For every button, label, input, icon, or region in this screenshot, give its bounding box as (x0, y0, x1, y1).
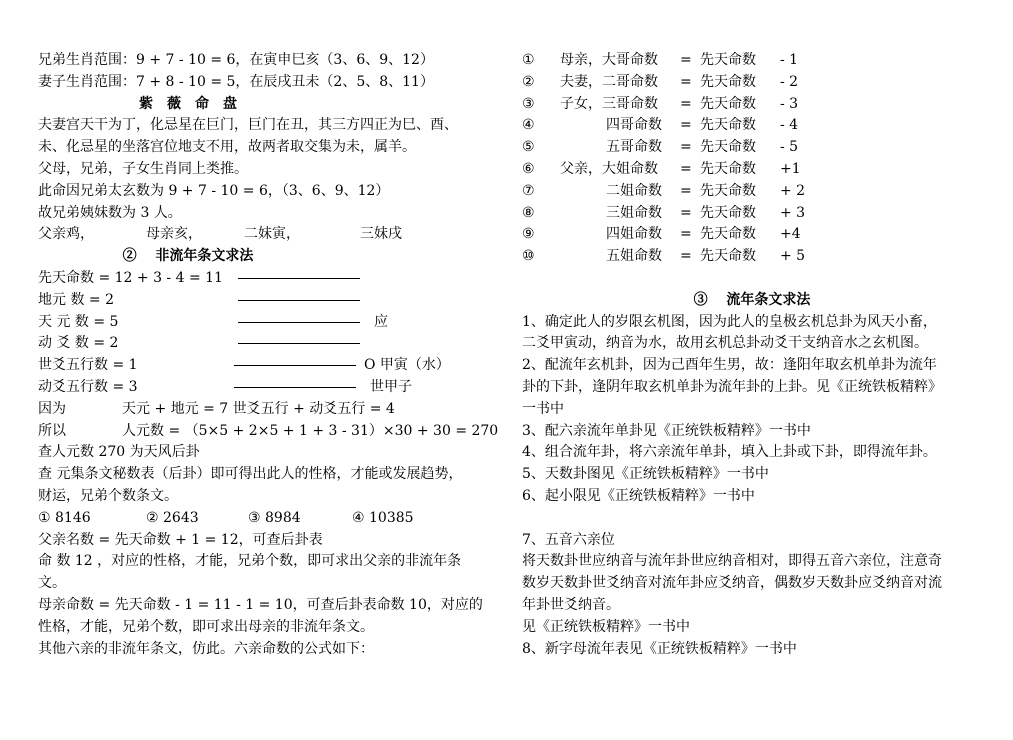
relative-number-row (522, 115, 982, 137)
formula-text: 天 元 数 = 5 (38, 313, 119, 330)
text-line: 将天数卦世应纳音与流年卦世应纳音相对，即得五音六亲位，注意奇 (522, 553, 942, 570)
rule-line (238, 322, 360, 323)
text-line: 其他六亲的非流年条文，仿此。六亲命数的公式如下： (38, 640, 374, 657)
row-marker: ⑦ (522, 182, 535, 199)
formula-text: 世爻五行数 = 1 (38, 357, 138, 374)
right-column (522, 50, 982, 660)
text-line: 故兄弟姨妹数为 3 人。 (38, 204, 182, 221)
number-item: ③ 8984 (248, 509, 301, 526)
row-equals: = (680, 139, 692, 156)
text-label: 因为 (38, 400, 66, 417)
row-relative: 二姐命数 (606, 182, 662, 199)
row-offset: - 5 (780, 139, 799, 156)
text-line: 父母，兄弟，子女生肖同上类推。 (38, 160, 248, 177)
number-item: ① 8146 (38, 509, 91, 526)
row-base: 先天命数 (700, 182, 756, 199)
row-equals: = (680, 204, 692, 221)
formula-line (38, 312, 498, 334)
text-line: 5、天数卦图见《正统铁板精粹》一书中 (522, 466, 769, 483)
row-base: 先天命数 (700, 204, 756, 221)
row-relative: 四哥命数 (606, 117, 662, 134)
formula-line (38, 355, 498, 377)
row-marker: ① (522, 52, 535, 68)
formula-line (38, 377, 498, 399)
row-marker: ④ (522, 117, 535, 134)
row-equals: = (680, 52, 692, 68)
relative-number-row (522, 203, 982, 225)
relative-number-row (522, 72, 982, 94)
formula-text: 地元 数 = 2 (38, 291, 114, 308)
row-offset: +4 (780, 226, 801, 243)
relative-mother: 母亲亥， (146, 226, 202, 243)
text-line: 母亲命数 = 先天命数 - 1 = 11 - 1 = 10，可查后卦表命数 10，对应的 (38, 596, 483, 613)
text-line: 3、配六亲流年单卦见《正统铁板精粹》一书中 (522, 422, 811, 439)
row-offset: +1 (780, 160, 801, 177)
left-column (38, 50, 498, 660)
section-heading: 紫 薇 命 盘 (139, 95, 237, 112)
row-offset: - 1 (780, 52, 799, 68)
formula-note: O 甲寅（水） (364, 357, 450, 374)
relative-number-row (522, 50, 982, 72)
row-equals: = (680, 160, 692, 177)
text-line: 卦的下卦，逢阴年取玄机单卦为流年卦的上卦。见《正统铁板精粹》 (522, 378, 942, 395)
text-line: 见《正统铁板精粹》一书中 (522, 618, 690, 635)
text-formula: 人元数 = （5×5 + 2×5 + 1 + 3 - 31）×30 + 30 = 270 (122, 422, 499, 439)
text-line: 夫妻宫天干为丁，化忌星在巨门，巨门在丑，其三方四正为巳、酉、 (38, 117, 458, 134)
row-marker: ⑩ (522, 248, 535, 265)
row-marker: ⑥ (522, 160, 535, 177)
row-base: 先天命数 (700, 226, 756, 243)
formula-text: 动 爻 数 = 2 (38, 335, 119, 352)
row-relative: 五哥命数 (606, 139, 662, 156)
relative-second-sister: 二妹寅， (244, 226, 300, 243)
relative-number-row (522, 181, 982, 203)
relative-number-row (522, 224, 982, 246)
text-line: 查人元数 270 为天风后卦 (38, 444, 200, 461)
formula-note: 世甲子 (370, 378, 412, 395)
row-marker: ⑤ (522, 139, 535, 156)
row-offset: + 5 (780, 248, 806, 265)
row-base: 先天命数 (700, 117, 756, 134)
text-line: 年卦世爻纳音。 (522, 596, 620, 613)
text-line: 此命因兄弟太玄数为 9 + 7 - 10 = 6，（3、6、9、12） (38, 182, 390, 199)
text-line: 8、新字母流年表见《正统铁板精粹》一书中 (522, 640, 797, 657)
row-offset: - 4 (780, 117, 799, 134)
numbers-line (38, 508, 498, 530)
text-line: 性格，才能，兄弟个数，即可求出母亲的非流年条文。 (38, 618, 374, 635)
row-marker: ⑧ (522, 204, 535, 221)
row-relative: 母亲，大哥命数 (560, 52, 658, 68)
row-equals: = (680, 73, 692, 90)
row-equals: = (680, 117, 692, 134)
text-line: 查 元集条文秘数表（后卦）即可得出此人的性格，才能或发展趋势， (38, 466, 463, 483)
text-line: 1、确定此人的岁限玄机图，因为此人的皇极玄机总卦为风天小畜， (522, 313, 937, 330)
row-base: 先天命数 (700, 248, 756, 265)
text-line: 命 数 12 ，对应的性格，才能，兄弟个数，即可求出父亲的非流年条 (38, 553, 462, 570)
text-line: 一书中 (522, 400, 564, 417)
relative-number-table (522, 50, 982, 268)
row-relative: 子女，三哥命数 (560, 95, 658, 112)
row-relative: 三姐命数 (606, 204, 662, 221)
relative-number-row (522, 94, 982, 116)
text-line: 兄弟生肖范围：9 + 7 - 10 = 6，在寅申巳亥（3、6、9、12） (38, 52, 434, 68)
relative-third-sister: 三妹戌 (360, 226, 402, 243)
row-relative: 四姐命数 (606, 226, 662, 243)
formula-text: 先天命数 = 12 + 3 - 4 = 11 (38, 269, 223, 286)
row-relative: 夫妻，二哥命数 (560, 73, 658, 90)
row-marker: ② (522, 73, 535, 90)
text-line: 4、组合流年卦，将六亲流年单卦，填入上卦或下卦，即得流年卦。 (522, 444, 937, 461)
number-item: ② 2643 (146, 509, 199, 526)
text-line: 7、五音六亲位 (522, 531, 615, 548)
rule-line (234, 387, 356, 388)
row-relative: 五姐命数 (606, 248, 662, 265)
text-line: 文。 (38, 575, 66, 592)
row-offset: + 2 (780, 182, 806, 199)
rule-line (234, 365, 356, 366)
text-line (38, 421, 498, 443)
formula-line (38, 290, 498, 312)
formula-line (38, 268, 498, 290)
text-line: 数岁天数卦世爻纳音对流年卦应爻纳音，偶数岁天数卦应爻纳音对流 (522, 575, 942, 592)
section-heading: ② 非流年条文求法 (122, 248, 254, 265)
row-base: 先天命数 (700, 73, 756, 90)
formula-note: 应 (374, 313, 388, 330)
text-line: 2、配流年玄机卦，因为己酉年生男，故：逢阳年取玄机单卦为流年 (522, 357, 937, 374)
row-base: 先天命数 (700, 52, 756, 68)
relative-number-row (522, 246, 982, 268)
row-offset: + 3 (780, 204, 806, 221)
row-relative: 父亲，大姐命数 (560, 160, 658, 177)
formula-text: 动爻五行数 = 3 (38, 378, 138, 395)
row-base: 先天命数 (700, 160, 756, 177)
rule-line (238, 278, 360, 279)
text-line: 财运，兄弟个数条文。 (38, 487, 178, 504)
relatives-line (38, 224, 498, 246)
text-line (38, 399, 498, 421)
rule-line (238, 300, 360, 301)
rule-line (238, 343, 360, 344)
relative-number-row (522, 137, 982, 159)
text-line: 父亲名数 = 先天命数 + 1 = 12，可查后卦表 (38, 531, 323, 548)
row-equals: = (680, 182, 692, 199)
row-equals: = (680, 226, 692, 243)
row-equals: = (680, 95, 692, 112)
row-marker: ⑨ (522, 226, 535, 243)
relative-father: 父亲鸡， (38, 226, 94, 243)
row-base: 先天命数 (700, 139, 756, 156)
row-offset: - 3 (780, 95, 799, 112)
row-base: 先天命数 (700, 95, 756, 112)
text-line: 二爻甲寅动，纳音为水，故用玄机总卦动爻干支纳音水之玄机图。 (522, 335, 928, 352)
text-line: 6、起小限见《正统铁板精粹》一书中 (522, 487, 755, 504)
text-label: 所以 (38, 422, 66, 439)
text-line: 妻子生肖范围：7 + 8 - 10 = 5，在辰戌丑未（2、5、8、11） (38, 73, 434, 90)
relative-number-row (522, 159, 982, 181)
text-line: 未、化忌星的坐落宫位地支不用，故两者取交集为未，属羊。 (38, 139, 416, 156)
section-heading: ③ 流年条文求法 (693, 291, 811, 308)
row-marker: ③ (522, 95, 535, 112)
text-formula: 天元 + 地元 = 7 世爻五行 + 动爻五行 = 4 (122, 400, 395, 417)
row-equals: = (680, 248, 692, 265)
formula-line (38, 333, 498, 355)
number-item: ④ 10385 (352, 509, 414, 526)
row-offset: - 2 (780, 73, 799, 90)
